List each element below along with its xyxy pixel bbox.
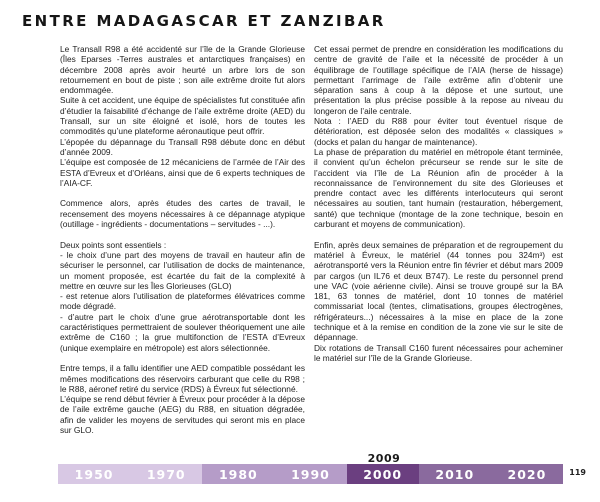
paragraph-gap xyxy=(60,229,305,239)
body-paragraph: Entre temps, il a fallu identifier une AED compatible possédant les mêmes modifications des réservoirs carburant que celle du R98 ; le R88, aéronef retiré du service (RDS) à Évreux fut sélectionné. xyxy=(60,363,305,394)
body-paragraph: L’équipe se rend début février à Évreux pour procéder à la dépose de l’aile extrême gauche (AEG) du R88, en situation dégradée, afin de valider les moyens de servitudes qui seront mis en place sur GLO. xyxy=(60,394,305,435)
timeline-decade-1970: 1970 xyxy=(130,464,202,484)
body-paragraph: Le Transall R98 a été accidenté sur l’île de la Grande Glorieuse (Îles Eparses -Terres australes et antarctiques françaises) en décembre 2008 après avoir heurté un arbre lors de son retournement en bout de piste ; son aile extrême droite fut alors endommagée. xyxy=(60,44,305,96)
body-paragraph: - d’autre part le choix d’une grue aérotransportable dont les caractéristiques permettraient de soulever théoriquement une aile extrême de C160 ; la grue multifonction de l’ESTA d’Evreux (unique exemplaire en métropole) est alors sélectionnée. xyxy=(60,311,305,353)
body-paragraph: L’équipe est composée de 12 mécaniciens de l’armée de l’Air des ESTA d’Evreux et d’Orléans, ainsi que de 6 experts techniques de l’AIA-CF. xyxy=(60,157,305,188)
body-paragraph: Nota : l’AED du R88 pour éviter tout éventuel risque de détérioration, est déposée selon des modalités « classiques » (docks et palan du hangar de maintenance). xyxy=(314,116,563,147)
timeline-bar xyxy=(58,464,563,484)
left-column xyxy=(60,44,305,435)
right-column xyxy=(314,44,563,363)
paragraph-gap xyxy=(60,188,305,198)
page-title: ENTRE MADAGASCAR ET ZANZIBAR xyxy=(22,12,386,30)
timeline-decade-1990: 1990 xyxy=(274,464,346,484)
body-paragraph: Suite à cet accident, une équipe de spécialistes fut constituée afin d’étudier la faisabilité d’échange de l’aile extrême droite (AED) du Transall, sur un site éloigné et isolé, hors de toutes les commodités qu’une plateforme aéronautique peut offrir. xyxy=(60,95,305,137)
decade-timeline xyxy=(58,452,563,484)
timeline-decade-2010: 2010 xyxy=(419,464,491,484)
timeline-decade-2000: 2000 xyxy=(347,464,419,484)
page-number: 119 xyxy=(569,468,586,477)
timeline-decade-1950: 1950 xyxy=(58,464,130,484)
body-paragraph: - est retenue alors l’utilisation de plateformes élévatrices comme mode dégradé. xyxy=(60,291,305,312)
timeline-decade-1980: 1980 xyxy=(202,464,274,484)
body-paragraph: La phase de préparation du matériel en métropole étant terminée, il convient qu’un échelon précurseur se rende sur le site de l’accident via l’île de La Réunion afin de procéder à la reconnaissance de l’environnement du site des Glorieuses et prendre contact avec les différents interlocuteurs qui seront nécessaires au soutien, tant humain (restauration, hébergement, santé) que technique (montage de la zone technique, besoin en carburant et moyens de communication). xyxy=(314,146,563,230)
body-paragraph: Commence alors, après études des cartes de travail, le recensement des moyens nécessaires à ce dépannage atypique (outillage - ingrédients - documentations – servitudes - ...). xyxy=(60,198,305,230)
body-paragraph: L’épopée du dépannage du Transall R98 débute donc en début d’année 2009. xyxy=(60,136,305,157)
body-paragraph: Dix rotations de Transall C160 furent nécessaires pour acheminer le matériel sur l’île de la Grande Glorieuse. xyxy=(314,342,563,363)
timeline-decade-2020: 2020 xyxy=(491,464,563,484)
body-paragraph: Cet essai permet de prendre en considération les modifications du centre de gravité de l’aile et la nécessité de procéder à un équilibrage de l’outillage spécifique de l’AIA (herse de hissage) permettant l’arrimage de l’aile extrême afin d’obtenir une séparation sans à coup à la dépose et une surtout, une présentation la plus précise possible à la repose au niveau du longeron de l’aile centrale. xyxy=(314,44,563,116)
body-paragraph: Deux points sont essentiels : xyxy=(60,239,167,250)
paragraph-gap xyxy=(60,353,305,363)
paragraph-gap xyxy=(314,229,563,239)
timeline-year-marker: 2009 xyxy=(367,452,401,465)
body-paragraph: - le choix d’une part des moyens de travail en hauteur afin de sécuriser le personnel, car l’utilisation de docks de maintenance, un moment proposée, est écartée du fait de la complexité à mettre en œuvre sur les Îles Glorieuses (GLO) xyxy=(60,249,305,291)
body-paragraph: Enfin, après deux semaines de préparation et de regroupement du matériel à Évreux, le matériel (44 tonnes pou 324m³) est aérotransporté vers la Réunion entre fin février et début mars 2009 par cargos (un IL76 et deux B747). Le reste du personnel prend une VAC (voie aérienne civile). Ainsi se trouve groupé sur la BA 181, 63 tonnes de matériel, dont 10 tonnes de matériel commissariat local (tentes, climatisations, groupes électrogènes, réfrigérateurs...) nécessaires à la mise en place de la zone technique et à la remise en condition de la zone vie sur le site de dépannage. xyxy=(314,239,563,343)
